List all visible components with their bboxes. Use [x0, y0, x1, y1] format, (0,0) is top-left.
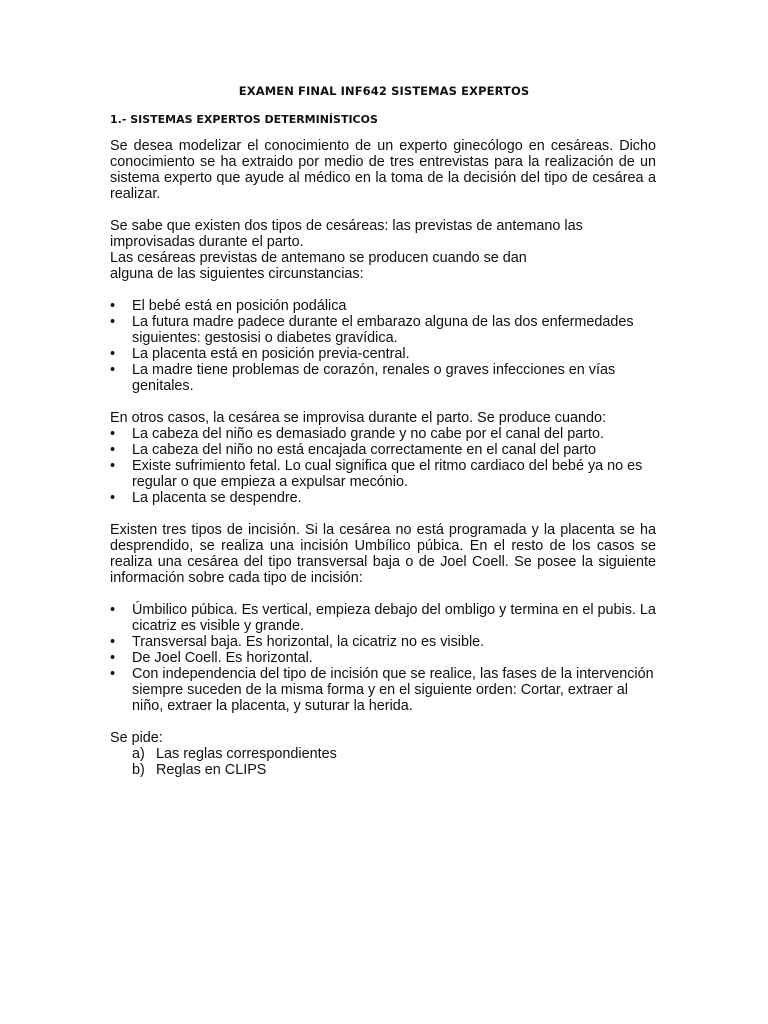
cesarean-types-paragraph — [110, 218, 656, 282]
list-item — [132, 746, 656, 762]
bullet-icon: • — [110, 666, 116, 682]
list-item-text: Las reglas correspondientes — [156, 746, 337, 762]
bullet-icon: • — [110, 458, 116, 474]
list-item-text: Existe sufrimiento fetal. Lo cual significa que el ritmo cardiaco del bebé ya no es regular o que empieza a expulsar mecónio. — [132, 458, 643, 490]
planned-cesarean-line: Las cesáreas previstas de antemano se producen cuando se dan — [110, 250, 527, 266]
cesarean-types-line: Se sabe que existen dos tipos de cesáreas: las previstas de antemano las improvisadas durante el parto. — [110, 218, 583, 250]
list-item-text: La cabeza del niño no está encajada correctamente en el canal del parto — [132, 442, 597, 458]
circumstances-line: alguna de las siguientes circunstancias: — [110, 266, 364, 282]
list-item — [110, 602, 656, 634]
list-item-text: Transversal baja. Es horizontal, la cicatriz no es visible. — [132, 634, 485, 650]
bullet-icon: • — [110, 602, 116, 618]
improvised-cesarean-paragraph: En otros casos, la cesárea se improvisa durante el parto. Se produce cuando: — [110, 410, 606, 426]
bullet-icon: • — [110, 490, 116, 506]
list-item — [110, 298, 656, 314]
list-item-text: El bebé está en posición podálica — [132, 298, 347, 314]
list-item — [110, 442, 656, 458]
list-item-text: La placenta está en posición previa-central. — [132, 346, 410, 362]
list-item-text: La cabeza del niño es demasiado grande y no cabe por el canal del parto. — [132, 426, 605, 442]
list-item-text: Úmbilico púbica. Es vertical, empieza debajo del ombligo y termina en el pubis. La cicatriz es visible y grande. — [132, 602, 656, 634]
list-item-text: La placenta se despendre. — [132, 490, 302, 506]
list-item — [110, 362, 656, 394]
list-item — [110, 314, 656, 346]
list-item-text: Con independencia del tipo de incisión que se realice, las fases de la intervención siempre suceden de la misma forma y en el siguiente orden: Cortar, extraer al niño, extraer la placenta, y suturar la herida. — [132, 666, 654, 714]
bullet-icon: • — [110, 442, 116, 458]
section-heading: 1.- SISTEMAS EXPERTOS DETERMINÍSTICOS — [110, 113, 378, 126]
improvised-circumstances-list — [110, 426, 656, 506]
bullet-icon: • — [110, 298, 116, 314]
list-item — [110, 426, 656, 442]
bullet-icon: • — [110, 634, 116, 650]
list-item — [110, 666, 656, 714]
exam-title: EXAMEN FINAL INF642 SISTEMAS EXPERTOS — [238, 84, 530, 98]
bullet-icon: • — [110, 314, 116, 330]
list-item — [110, 346, 656, 362]
list-item — [110, 650, 656, 666]
planned-circumstances-list — [110, 298, 656, 394]
list-item-text: De Joel Coell. Es horizontal. — [132, 650, 313, 666]
document-body — [110, 138, 656, 778]
list-marker: b) — [132, 762, 145, 778]
incision-types-paragraph: Existen tres tipos de incisión. Si la cesárea no está programada y la placenta se ha desprendido, se realiza una incisión Umbílico púbica. En el resto de los casos se realiza una cesárea del tipo transversal baja o de Joel Coell. Se posee la siguiente información sobre cada tipo de incisión: — [110, 522, 656, 586]
request-list — [110, 746, 656, 778]
bullet-icon: • — [110, 362, 116, 378]
intro-paragraph: Se desea modelizar el conocimiento de un experto ginecólogo en cesáreas. Dicho conocimiento se ha extraido por medio de tres entrevistas para la realización de un sistema experto que ayude al médico en la toma de la decisión del tipo de cesárea a realizar. — [110, 138, 656, 202]
list-item-text: La futura madre padece durante el embarazo alguna de las dos enfermedades siguientes: gestosisi o diabetes gravídica. — [132, 314, 634, 346]
list-item — [132, 762, 656, 778]
list-marker: a) — [132, 746, 145, 762]
list-item-text: La madre tiene problemas de corazón, renales o graves infecciones en vías genitales. — [132, 362, 616, 394]
list-item — [110, 490, 656, 506]
list-item — [110, 634, 656, 650]
list-item-text: Reglas en CLIPS — [156, 762, 267, 778]
bullet-icon: • — [110, 426, 116, 442]
list-item — [110, 458, 656, 490]
bullet-icon: • — [110, 650, 116, 666]
request-label: Se pide: — [110, 730, 163, 746]
bullet-icon: • — [110, 346, 116, 362]
incision-types-list — [110, 602, 656, 714]
